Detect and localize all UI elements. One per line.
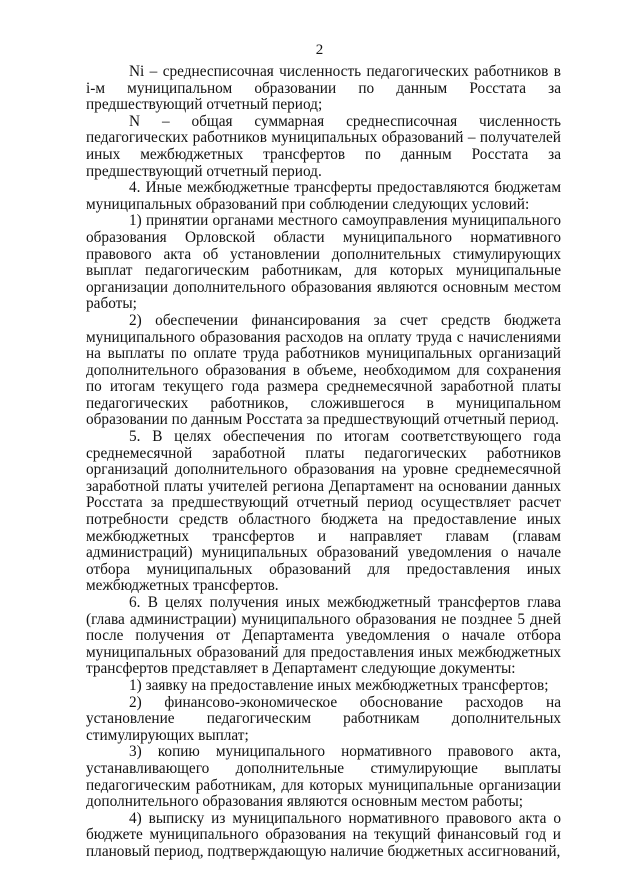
paragraph-definition-ni: Ni – среднесписочная численность педагогических работников в i-м муниципальном образовании по данным Росстата за предшествующий отчетный период; <box>86 63 561 114</box>
paragraph-clause-6-item-2: 2) финансово-экономическое обоснование расходов на установление педагогическим работникам дополнительных стимулирующих выплат; <box>86 693 561 744</box>
paragraph-clause-4: 4. Иные межбюджетные трансферты предоставляются бюджетам муниципальных образований при соблюдении следующих условий: <box>86 179 561 213</box>
paragraph-clause-4-item-2: 2) обеспечении финансирования за счет средств бюджета муниципального образования расходов на оплату труда с начислениями на выплаты по оплате труда работников муниципальных организаций дополнительного образования в объеме, необходимом для сохранения по итогам текущего года размера среднемесячной заработной платы педагогических работников, сложившегося в муниципальном образовании по данным Росстата за предшествующий отчетный период. <box>86 311 561 429</box>
paragraph-clause-4-item-1: 1) принятии органами местного самоуправления муниципального образования Орловской области муниципального нормативного правового акта об установлении дополнительных стимулирующих выплат педагогическим работникам, для которых муниципальные организации дополнительного образования являются основным местом работы; <box>86 212 561 313</box>
paragraph-clause-6-item-1: 1) заявку на предоставление иных межбюджетных трансфертов; <box>129 676 549 694</box>
paragraph-clause-5: 5. В целях обеспечения по итогам соответствующего года среднемесячной заработной платы педагогических работников организаций дополнительного образования на уровне среднемесячной заработной платы учителей региона Департамент на основании данных Росстата за предшествующий отчетный период осуществляет расчет потребности средств областного бюджета на предоставление иных межбюджетных трансфертов и направляет главам (главам администраций) муниципальных образований уведомления о начале отбора муниципальных образований для предоставления иных межбюджетных трансфертов. <box>86 428 561 595</box>
paragraph-clause-6-item-3: 3) копию муниципального нормативного правового акта, устанавливающего дополнительные стимулирующие выплаты педагогическим работникам, для которых муниципальные организации дополнительного образования являются основным местом работы; <box>86 743 561 811</box>
document-body <box>86 64 561 861</box>
page-number: 2 <box>315 42 324 58</box>
paragraph-clause-6-item-4: 4) выписку из муниципального нормативного правового акта о бюджете муниципального образования на текущий финансовый год и плановый период, подтверждающую наличие бюджетных ассигнований, <box>86 809 561 860</box>
paragraph-definition-n: N – общая суммарная среднесписочная численность педагогических работников муниципальных образований – получателей иных межбюджетных трансфертов по данным Росстата за предшествующий отчетный период. <box>86 112 561 180</box>
paragraph-clause-6: 6. В целях получения иных межбюджетный трансфертов глава (глава администрации) муниципального образования не позднее 5 дней после получения от Департамента уведомления о начале отбора муниципальных образований для предоставления иных межбюджетных трансфертов представляет в Департамент следующие документы: <box>86 594 561 678</box>
